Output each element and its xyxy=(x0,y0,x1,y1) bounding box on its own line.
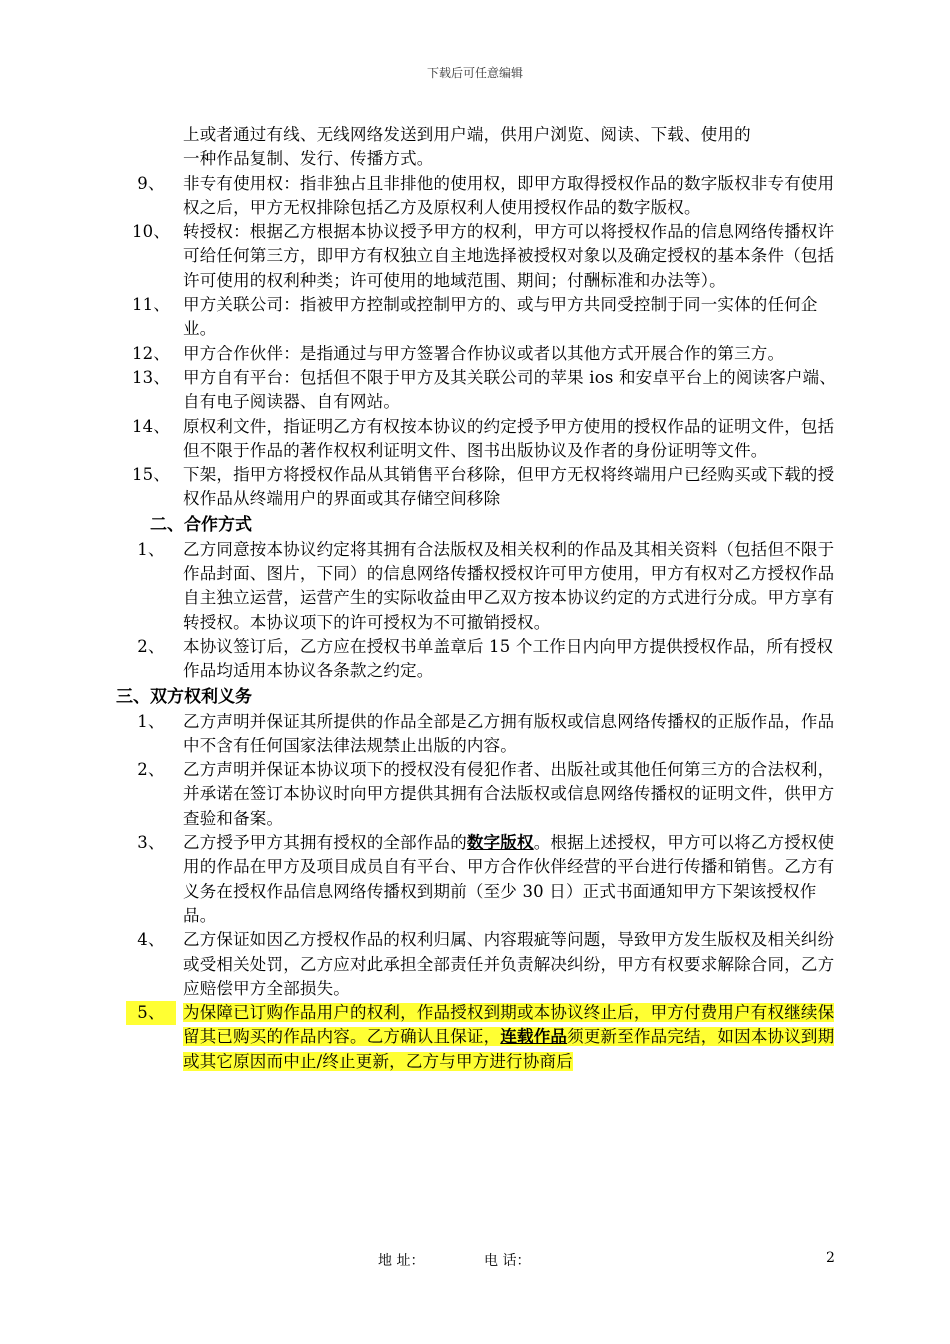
emphasized-term: 数字版权 xyxy=(466,833,534,853)
item-text-post: 。根据上述授权，甲方可以将乙方授权使用的作品在甲方及项目成员自有平台、甲方合作伙伴经营的平台进行传播和销售。乙方有义务在授权作品信息网络传播权到期前（至少 30 日）正式书面通知甲方下架该授权作品。 xyxy=(183,833,835,925)
item-text: 甲方合作伙伴：是指通过与甲方签署合作协议或者以其他方式开展合作的第三方。 xyxy=(183,343,785,363)
item-text-pre: 乙方授予甲方其拥有授权的全部作品的 xyxy=(183,833,467,853)
address-label: 地 址： xyxy=(378,1253,425,1269)
item-number: 12、 xyxy=(131,343,171,363)
item-number: 14、 xyxy=(131,416,171,436)
item-text-post: 须更新至作品完结，如因本协议到期或其它原因而中止/终止更新，乙方与甲方进行协商后 xyxy=(183,1027,835,1071)
item-number: 4、 xyxy=(137,930,165,950)
page-header-note: 下载后可任意编辑 xyxy=(426,66,523,80)
definition-item xyxy=(0,293,950,342)
item-text: 原权利文件，指证明乙方有权按本协议的约定授予甲方使用的授权作品的证明文件，包括但不限于作品的著作权权利证明文件、图书出版协议及作者的身份证明等文件。 xyxy=(183,416,835,460)
definition-item xyxy=(0,220,950,293)
item-text: 转授权：根据乙方根据本协议授予甲方的权利，甲方可以将授权作品的信息网络传播权许可给任何第三方，即甲方有权独立自主地选择被授权对象以及确定授权的基本条件（包括许可使用的权利种类；许可使用的地域范围、期间；付酬标准和办法等）。 xyxy=(183,222,835,290)
item-text xyxy=(183,833,834,925)
item-number: 9、 xyxy=(137,173,165,193)
clause-item xyxy=(0,538,950,635)
clause-item xyxy=(0,710,950,759)
item-text-pre: 为保障已订购作品用户的权利，作品授权到期或本协议终止后，甲方付费用户有权继续保留其已购买的作品内容。乙方确认且保证， xyxy=(183,1003,835,1047)
clause-item xyxy=(0,635,950,684)
section-heading: 二、合作方式 xyxy=(150,514,252,535)
item-text: 乙方声明并保证其所提供的作品全部是乙方拥有版权或信息网络传播权的正版作品，作品中不含有任何国家法律法规禁止出版的内容。 xyxy=(183,711,835,755)
item-text: 乙方同意按本协议约定将其拥有合法版权及相关权利的作品及其相关资料（包括但不限于作品封面、图片，下同）的信息网络传播权授权许可甲方使用，甲方有权对乙方授权作品自主独立运营，运营产生的实际收益由甲乙双方按本协议约定的方式进行分成。甲方享有转授权。本协议项下的许可授权为不可撤销授权。 xyxy=(183,539,835,632)
section-heading: 三、双方权利义务 xyxy=(116,686,252,707)
item-text: 非专有使用权：指非独占且非排他的使用权，即甲方取得授权作品的数字版权非专有使用权之后，甲方无权排除包括乙方及原权利人使用授权作品的数字版权。 xyxy=(183,173,835,217)
item-number: 15、 xyxy=(131,465,171,485)
item-number: 1、 xyxy=(137,711,165,731)
definition-item xyxy=(0,342,950,366)
clause-item xyxy=(0,758,950,831)
item-number: 13、 xyxy=(131,367,171,387)
definition-item xyxy=(0,172,950,221)
item-text: 乙方声明并保证本协议项下的授权没有侵犯作者、出版社或其他任何第三方的合法权利，并承诺在签订本协议时向甲方提供其拥有合法版权或信息网络传播权的证明文件，供甲方查验和备案。 xyxy=(183,760,835,828)
definition-item xyxy=(0,415,950,464)
item-text: 甲方关联公司：指被甲方控制或控制甲方的、或与甲方共同受控制于同一实体的任何企业。 xyxy=(183,295,818,339)
item-number: 11、 xyxy=(131,295,171,315)
item-text: 乙方保证如因乙方授权作品的权利归属、内容瑕疵等问题，导致甲方发生版权及相关纠纷或受相关处罚，乙方应对此承担全部责任并负责解决纠纷，甲方有权要求解除合同，乙方应赔偿甲方全部损失。 xyxy=(183,930,835,998)
clause-item xyxy=(0,831,950,928)
item-number: 1、 xyxy=(137,539,165,559)
item-text: 下架，指甲方将授权作品从其销售平台移除，但甲方无权将终端用户已经购买或下载的授权作品从终端用户的界面或其存储空间移除 xyxy=(183,465,835,509)
emphasized-term: 连载作品 xyxy=(500,1027,568,1047)
item-number: 10、 xyxy=(131,222,171,242)
item-text: 甲方自有平台：包括但不限于甲方及其关联公司的苹果 ios 和安卓平台上的阅读客户端、自有电子阅读器、自有网站。 xyxy=(183,367,837,412)
item-number: 2、 xyxy=(137,636,165,656)
page-number: 2 xyxy=(826,1250,835,1266)
item-number: 5、 xyxy=(126,1001,176,1025)
item-text: 本协议签订后，乙方应在授权书单盖章后 15 个工作日内向甲方提供授权作品，所有授权作品均适用本协议各条款之约定。 xyxy=(183,636,834,681)
definition-item xyxy=(0,463,950,512)
definition-item xyxy=(0,366,950,415)
intro-line: 一种作品复制、发行、传播方式。 xyxy=(183,149,434,169)
clause-item xyxy=(0,928,950,1001)
item-text xyxy=(183,1003,834,1071)
highlighted-clause-item xyxy=(0,1001,950,1074)
item-number: 3、 xyxy=(137,833,165,853)
phone-label: 电 话： xyxy=(484,1253,531,1269)
document-body xyxy=(0,123,950,1074)
item-number: 2、 xyxy=(137,760,165,780)
intro-line: 上或者通过有线、无线网络发送到用户端，供用户浏览、阅读、下载、使用的 xyxy=(183,125,751,144)
intro-paragraph xyxy=(0,123,950,172)
